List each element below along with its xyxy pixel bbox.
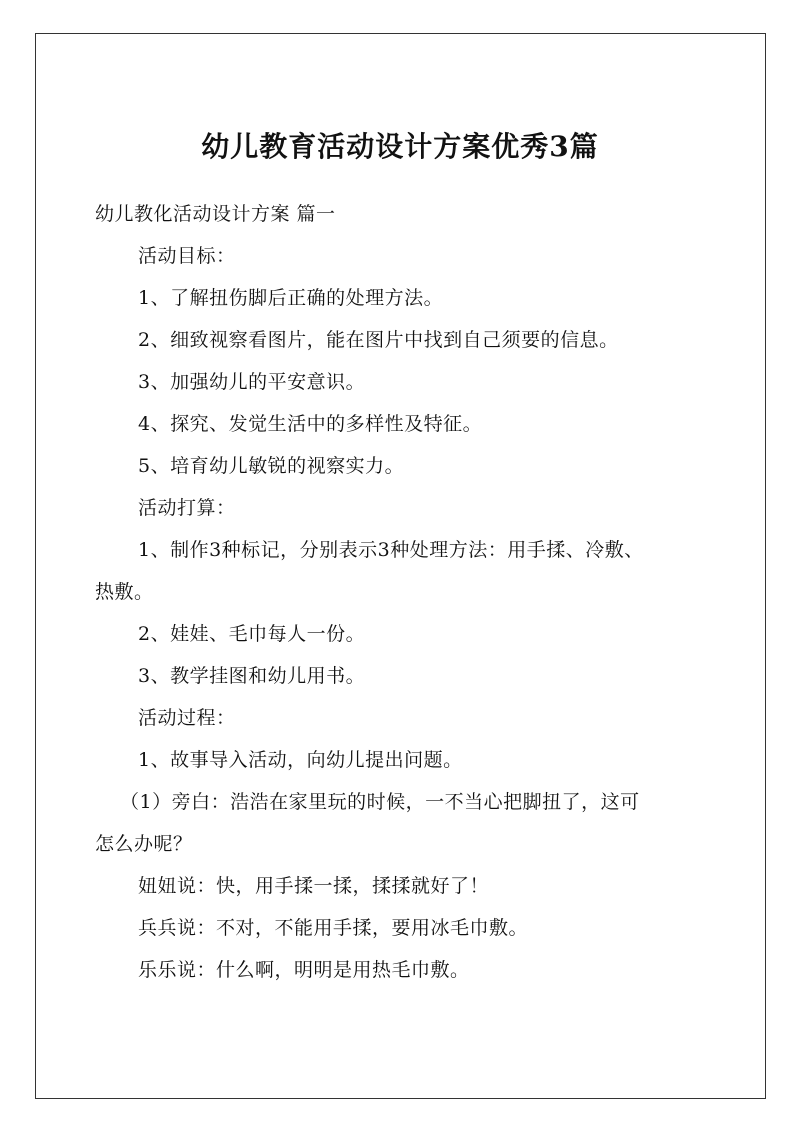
document-body — [95, 193, 715, 991]
paragraph-line: 怎么办呢？ — [95, 833, 193, 855]
paragraph-line: 5、培育幼儿敏锐的视察实力。 — [138, 455, 405, 477]
paragraph-line: 1、了解扭伤脚后正确的处理方法。 — [138, 287, 444, 309]
paragraph-line: 热敷。 — [95, 581, 154, 603]
paragraph-line: 妞妞说：快，用手揉一揉，揉揉就好了！ — [138, 875, 490, 897]
paragraph-line: 3、加强幼儿的平安意识。 — [138, 371, 366, 393]
paragraph-line: 活动目标： — [138, 245, 236, 267]
paragraph-line: 2、娃娃、毛巾每人一份。 — [138, 623, 366, 645]
paragraph-line: 4、探究、发觉生活中的多样性及特征。 — [138, 413, 483, 435]
paragraph-line: （1）旁白：浩浩在家里玩的时候，一不当心把脚扭了，这可 — [120, 791, 640, 813]
paragraph-line: 1、制作3种标记，分别表示3种处理方法：用手揉、冷敷、 — [138, 539, 644, 561]
document-title: 幼儿教育活动设计方案优秀3篇 — [201, 130, 599, 163]
paragraph-line: 2、细致视察看图片，能在图片中找到自己须要的信息。 — [138, 329, 619, 351]
paragraph-line: 3、教学挂图和幼儿用书。 — [138, 665, 366, 687]
section-heading: 幼儿教化活动设计方案 篇一 — [95, 203, 336, 225]
paragraph-line: 兵兵说：不对，不能用手揉，要用冰毛巾敷。 — [138, 917, 529, 939]
paragraph-line: 活动打算： — [138, 497, 236, 519]
paragraph-line: 活动过程： — [138, 707, 236, 729]
paragraph-line: 1、故事导入活动，向幼儿提出问题。 — [138, 749, 463, 771]
paragraph-line: 乐乐说：什么啊，明明是用热毛巾敷。 — [138, 959, 470, 981]
